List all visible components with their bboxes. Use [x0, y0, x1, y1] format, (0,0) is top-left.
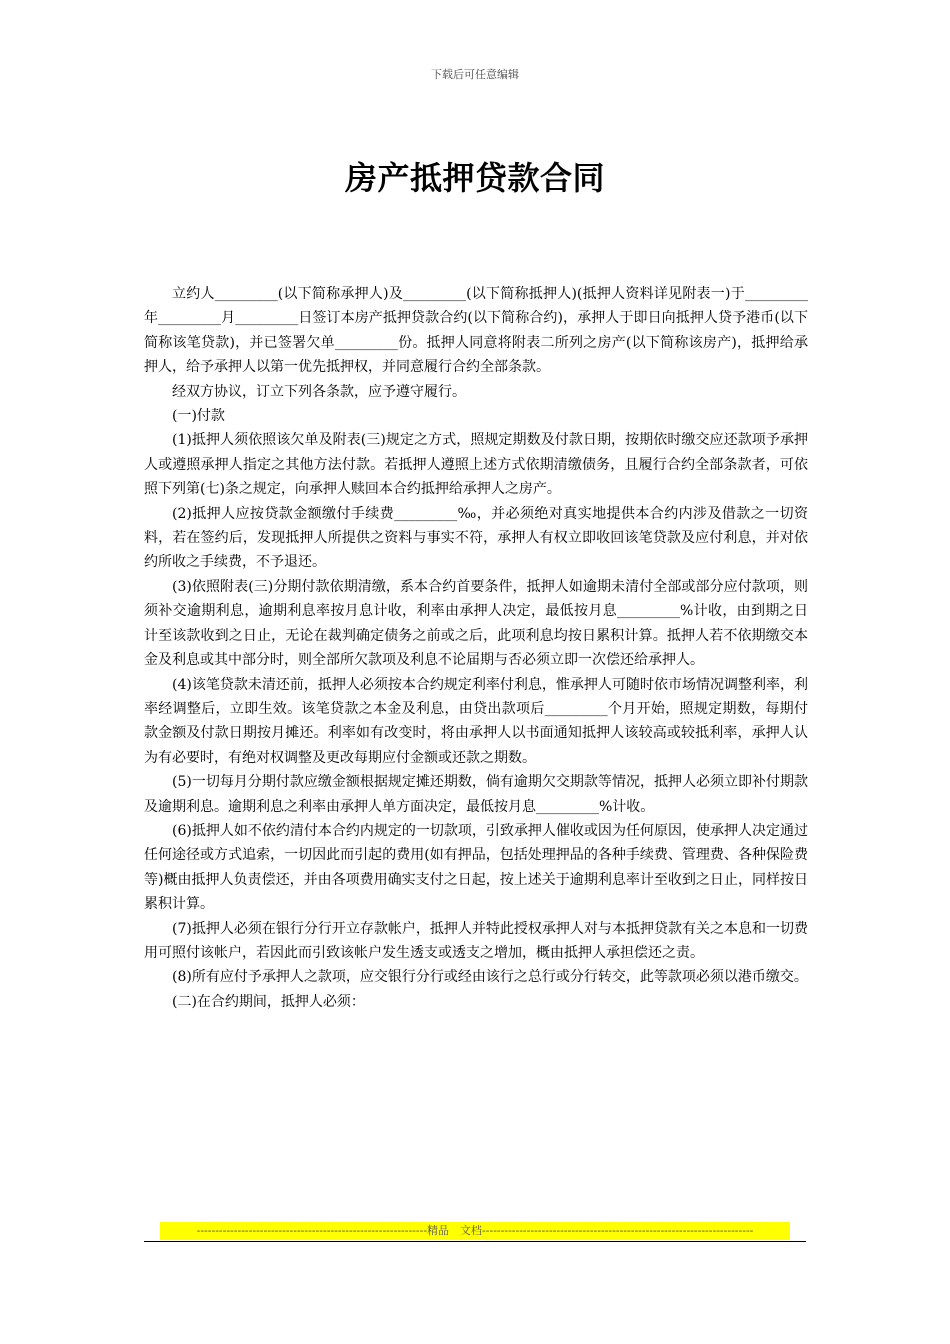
- clause-4: (4)该笔贷款未清还前，抵押人必须按本合约规定利率付利息，惟承押人可随时依市场情况调整利率，利率经调整后，立即生效。该笔贷款之本金及利息，由贷出款项后_________个月开始，照规定期数，每期付款金额及付款日期按月摊还。利率如有改变时，将由承押人以书面通知抵押人该较高或较抵利率，承押人认为有必要时，有绝对权调整及更改每期应付金额或还款之期数。: [144, 676, 808, 766]
- section-heading-obligations: (二)在合约期间，抵押人必须：: [172, 993, 365, 1010]
- document-body: [144, 282, 808, 1014]
- clause-7: (7)抵押人必须在银行分行开立存款帐户，抵押人并特此授权承押人对与本抵押贷款有关之本息和一切费用可照付该帐户，若因此而引致该帐户发生透支或透支之增加，概由抵押人承担偿还之责。: [144, 920, 808, 961]
- paragraph-preamble: 立约人_________(以下简称承押人)及_________(以下简称抵押人)(抵押人资料详见附表一)于_________年_________月_________日签订本房产抵押贷款合约(以下简称合约)，承押人于即日向抵押人贷予港币(以下简称该笔贷款)，并已签署欠单_________份。抵押人同意将附表二所列之房产(以下简称该房产)，抵押给承押人，给予承押人以第一优先抵押权，并同意履行合约全部条款。: [144, 286, 808, 376]
- document-title: 房产抵押贷款合同: [344, 159, 605, 197]
- footer-divider: [144, 1241, 806, 1242]
- clause-6: (6)抵押人如不依约清付本合约内规定的一切款项，引致承押人催收或因为任何原因，使承押人决定通过任何途径或方式追索，一切因此而引起的费用(如有押品，包括处理押品的各种手续费、管理费、各种保险费等)概由抵押人负责偿还，并由各项费用确实支付之日起，按上述关于逾期利息率计至收到之日止，同样按日累积计算。: [144, 822, 808, 913]
- paragraph-agreement: 经双方协议，订立下列各条款，应予遵守履行。: [172, 383, 466, 400]
- clause-8: (8)所有应付予承押人之款项，应交银行分行或经由该行之总行或分行转交，此等款项必须以港币缴交。: [172, 969, 808, 986]
- section-heading-payment: (一)付款: [172, 408, 225, 425]
- page-header: 下载后可任意编辑: [431, 68, 519, 81]
- clause-2: (2)抵押人应按贷款金额缴付手续费_________‰，并必须绝对真实地提供本合约内涉及借款之一切资料，若在签约后，发现抵押人所提供之资料与事实不符，承押人有权立即收回该笔贷款及应付利息，并对依约所收之手续费，不予退还。: [144, 505, 808, 571]
- footer-banner: --------------------------------------------------------------精品 文档-------------------------------------------------------------------------: [160, 1222, 790, 1240]
- clause-3: (3)依照附表(三)分期付款依期清缴，系本合约首要条件，抵押人如逾期未清付全部或部分应付款项，则须补交逾期利息，逾期利息率按月息计收，利率由承押人决定，最低按月息_________%计收，由到期之日计至该款收到之日止，无论在裁判确定债务之前或之后，此项利息均按日累积计算。抵押人若不依期缴交本金及利息或其中部分时，则全部所欠款项及利息不论届期与否必须立即一次偿还给承押人。: [144, 578, 808, 669]
- clause-5: (5)一切每月分期付款应缴金额根据规定摊还期数，倘有逾期欠交期款等情况，抵押人必须立即补付期款及逾期利息。逾期利息之利率由承押人单方面决定，最低按月息_________%计收。: [144, 774, 808, 815]
- clause-1: (1)抵押人须依照该欠单及附表(三)规定之方式，照规定期数及付款日期，按期依时缴交应还款项予承押人或遵照承押人指定之其他方法付款。若抵押人遵照上述方式依期清缴债务，且履行合约全部条款者，可依照下列第(七)条之规定，向承押人赎回本合约抵押给承押人之房产。: [144, 432, 808, 498]
